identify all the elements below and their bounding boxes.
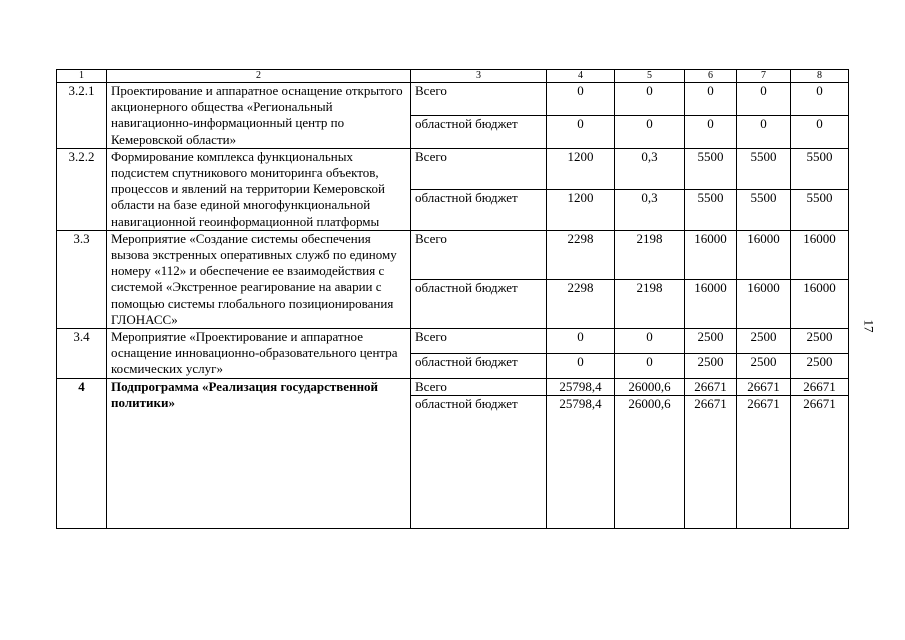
amount-cell: 26671 xyxy=(685,395,737,528)
header-cell: 4 xyxy=(547,70,615,83)
header-cell: 8 xyxy=(791,70,849,83)
budget-table xyxy=(56,69,849,529)
header-cell: 7 xyxy=(737,70,791,83)
amount-cell: 5500 xyxy=(737,189,791,230)
table-row xyxy=(57,230,849,279)
amount-cell: 1200 xyxy=(547,148,615,189)
amount-cell: 26671 xyxy=(791,395,849,528)
activity-name: Проектирование и аппаратное оснащение открытого акционерного общества «Региональный навигационно-информационный центр по Кемеровской области» xyxy=(107,83,411,149)
amount-cell: 0 xyxy=(737,83,791,116)
funding-source: областной бюджет xyxy=(411,395,547,528)
funding-source: Всего xyxy=(411,83,547,116)
amount-cell: 25798,4 xyxy=(547,395,615,528)
amount-cell: 5500 xyxy=(737,148,791,189)
amount-cell: 26000,6 xyxy=(615,378,685,395)
amount-cell: 2500 xyxy=(791,353,849,378)
amount-cell: 26671 xyxy=(685,378,737,395)
amount-cell: 0 xyxy=(547,83,615,116)
amount-cell: 5500 xyxy=(791,148,849,189)
amount-cell: 0 xyxy=(615,353,685,378)
amount-cell: 0 xyxy=(547,353,615,378)
amount-cell: 0 xyxy=(791,83,849,116)
table-row xyxy=(57,378,849,395)
amount-cell: 0 xyxy=(685,83,737,116)
row-number: 3.3 xyxy=(57,230,107,328)
amount-cell: 0 xyxy=(547,329,615,354)
funding-source: Всего xyxy=(411,378,547,395)
amount-cell: 2500 xyxy=(685,329,737,354)
amount-cell: 26671 xyxy=(737,378,791,395)
amount-cell: 0,3 xyxy=(615,189,685,230)
header-cell: 1 xyxy=(57,70,107,83)
amount-cell: 0 xyxy=(685,115,737,148)
amount-cell: 0,3 xyxy=(615,148,685,189)
amount-cell: 0 xyxy=(615,83,685,116)
table-row xyxy=(57,83,849,116)
activity-name: Мероприятие «Проектирование и аппаратное оснащение инновационно-образовательного центра космических услуг» xyxy=(107,329,411,379)
row-number: 3.4 xyxy=(57,329,107,379)
amount-cell: 16000 xyxy=(737,279,791,328)
row-number: 4 xyxy=(57,378,107,528)
table-row xyxy=(57,148,849,189)
activity-name: Подпрограмма «Реализация государственной политики» xyxy=(107,378,411,528)
table-row xyxy=(57,329,849,354)
activity-name: Мероприятие «Создание системы обеспечения вызова экстренных оперативных служб по единому номеру «112» и обеспечение ее взаимодействия с системой «Экстренное реагирование на аварии с помощью системы глобального позиционирования ГЛОНАСС» xyxy=(107,230,411,328)
amount-cell: 16000 xyxy=(737,230,791,279)
page-number: 17 xyxy=(861,319,877,333)
amount-cell: 0 xyxy=(615,329,685,354)
amount-cell: 0 xyxy=(737,115,791,148)
funding-source: областной бюджет xyxy=(411,189,547,230)
amount-cell: 2298 xyxy=(547,279,615,328)
funding-source: областной бюджет xyxy=(411,115,547,148)
amount-cell: 2198 xyxy=(615,279,685,328)
header-cell: 2 xyxy=(107,70,411,83)
header-cell: 3 xyxy=(411,70,547,83)
amount-cell: 16000 xyxy=(685,279,737,328)
amount-cell: 2500 xyxy=(737,353,791,378)
funding-source: Всего xyxy=(411,329,547,354)
amount-cell: 25798,4 xyxy=(547,378,615,395)
funding-source: областной бюджет xyxy=(411,353,547,378)
amount-cell: 0 xyxy=(547,115,615,148)
amount-cell: 26671 xyxy=(737,395,791,528)
amount-cell: 0 xyxy=(791,115,849,148)
amount-cell: 2500 xyxy=(737,329,791,354)
amount-cell: 26000,6 xyxy=(615,395,685,528)
funding-source: областной бюджет xyxy=(411,279,547,328)
amount-cell: 2198 xyxy=(615,230,685,279)
row-number: 3.2.2 xyxy=(57,148,107,230)
amount-cell: 0 xyxy=(615,115,685,148)
amount-cell: 16000 xyxy=(791,279,849,328)
funding-source: Всего xyxy=(411,148,547,189)
amount-cell: 26671 xyxy=(791,378,849,395)
header-row xyxy=(57,70,849,83)
amount-cell: 5500 xyxy=(685,189,737,230)
amount-cell: 16000 xyxy=(685,230,737,279)
amount-cell: 2298 xyxy=(547,230,615,279)
amount-cell: 1200 xyxy=(547,189,615,230)
amount-cell: 5500 xyxy=(685,148,737,189)
amount-cell: 2500 xyxy=(791,329,849,354)
header-cell: 6 xyxy=(685,70,737,83)
amount-cell: 5500 xyxy=(791,189,849,230)
funding-source: Всего xyxy=(411,230,547,279)
amount-cell: 2500 xyxy=(685,353,737,378)
header-cell: 5 xyxy=(615,70,685,83)
row-number: 3.2.1 xyxy=(57,83,107,149)
activity-name: Формирование комплекса функциональных подсистем спутникового мониторинга объектов, процессов и явлений на территории Кемеровской области на базе единой многофункциональной навигационной геоинформационной платформы xyxy=(107,148,411,230)
amount-cell: 16000 xyxy=(791,230,849,279)
